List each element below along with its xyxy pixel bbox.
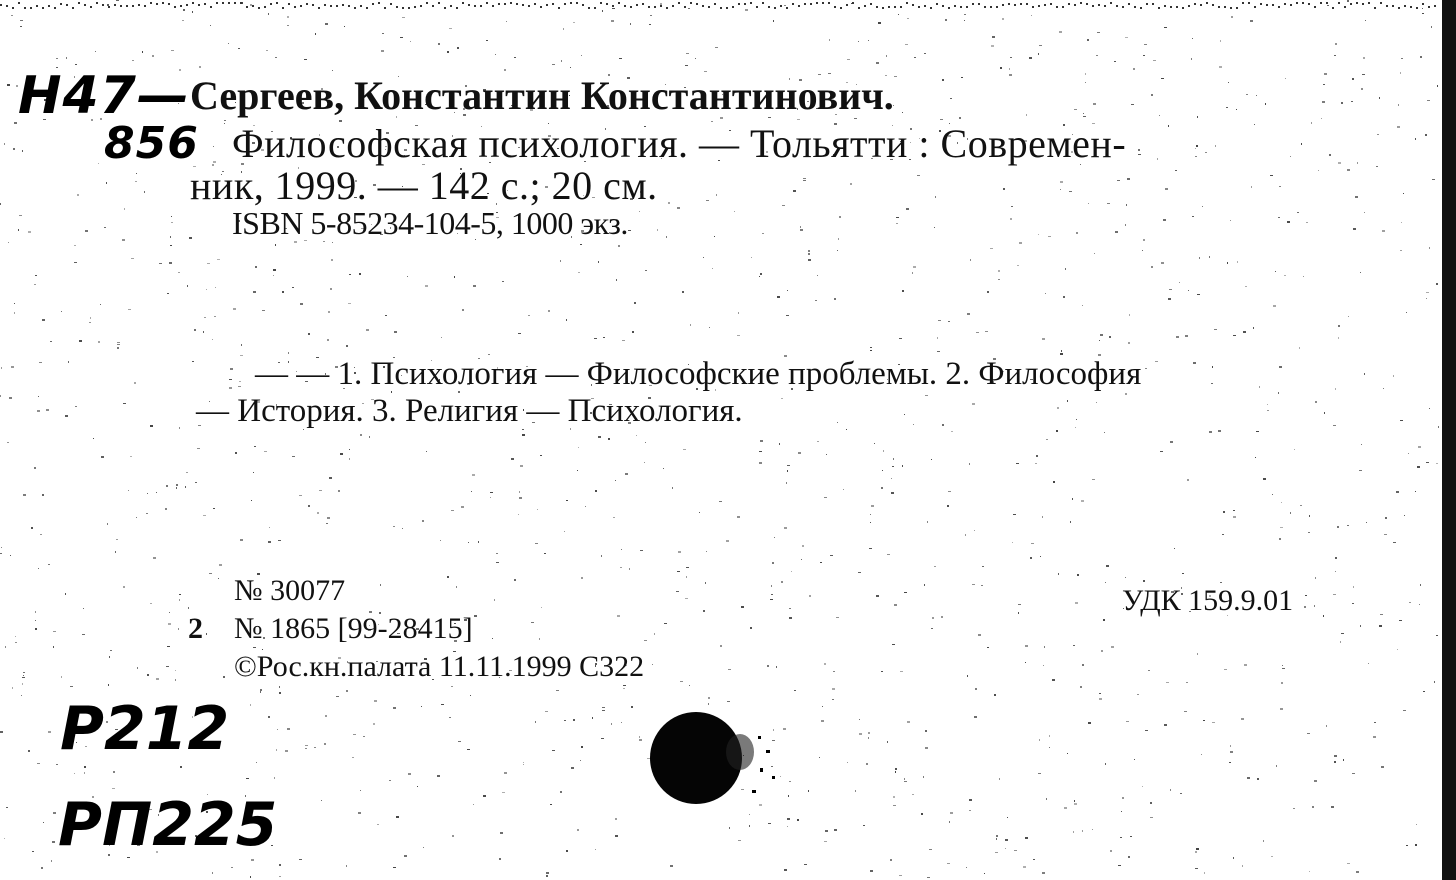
copies-count: 2: [188, 612, 203, 645]
author-heading: Сергеев, Константин Константинович.: [190, 73, 894, 118]
inventory-mark-2: РП225: [58, 790, 278, 860]
title-line-2: ник, 1999. — 142 с.; 20 см.: [190, 163, 658, 208]
record-number: № 30077: [234, 574, 346, 607]
book-chamber-line: ©Рос.кн.палата 11.11.1999 С322: [234, 650, 645, 683]
card-edge-shadow: [1442, 0, 1456, 880]
isbn-line: ISBN 5-85234-104-5, 1000 экз.: [232, 205, 628, 241]
inventory-mark-1: Р212: [60, 694, 230, 764]
punch-hole-blot: [648, 706, 798, 816]
udc-code: УДК 159.9.01: [1122, 584, 1294, 617]
shelfmark-line2: 856: [104, 118, 199, 169]
record-number-2: № 1865 [99-28415]: [234, 612, 473, 645]
shelfmark-line1: Н47—: [18, 66, 190, 126]
title-line-1: Философская психология. — Тольятти : Современ-: [232, 121, 1127, 166]
subjects-line-1: — — 1. Психология — Философские проблемы. 2. Философия: [255, 356, 1142, 392]
subjects-line-2: — История. 3. Религия — Психология.: [196, 393, 743, 429]
